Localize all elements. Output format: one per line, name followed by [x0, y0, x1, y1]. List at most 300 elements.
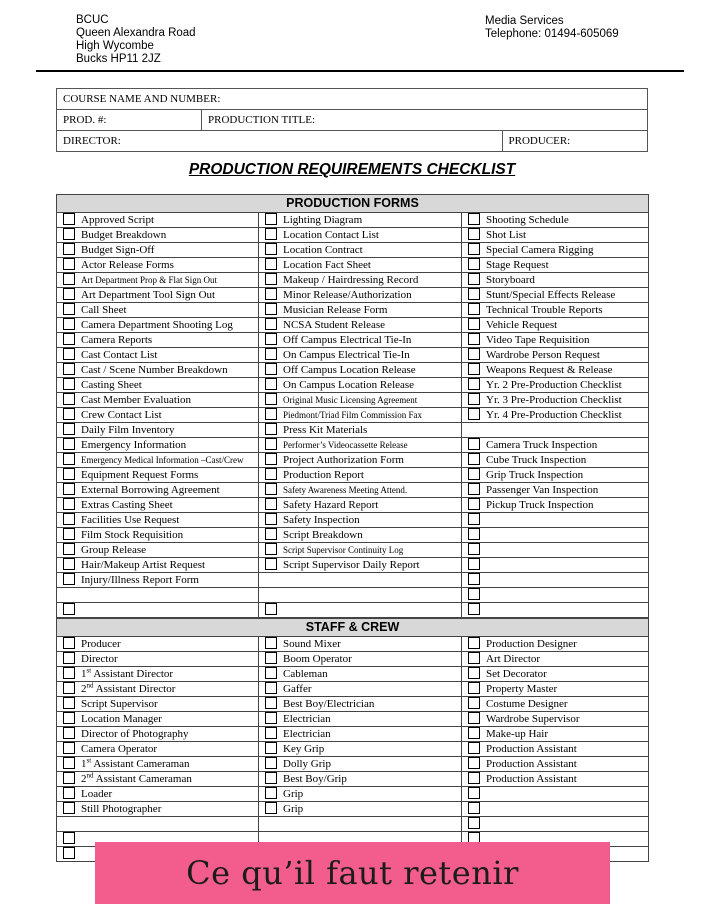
- checkbox[interactable]: [265, 712, 277, 724]
- checkbox[interactable]: [468, 772, 480, 784]
- checklist-cell: [57, 543, 259, 558]
- checklist-cell: [259, 558, 462, 573]
- checklist-cell: [462, 228, 649, 243]
- checklist-row: [57, 393, 649, 408]
- checklist-item-label: Best Boy/Electrician: [283, 698, 375, 710]
- checklist-cell: [259, 772, 462, 787]
- checklist-cell: [462, 243, 649, 258]
- checklist-cell: [57, 438, 259, 453]
- checklist-item-label: Stage Request: [486, 259, 549, 271]
- checkbox[interactable]: [468, 393, 480, 405]
- header-divider: [36, 70, 684, 72]
- checkbox[interactable]: [265, 528, 277, 540]
- course-field[interactable]: COURSE NAME AND NUMBER:: [57, 89, 648, 110]
- checklist-cell: [462, 652, 649, 667]
- checkbox[interactable]: [63, 273, 75, 285]
- checkbox[interactable]: [63, 318, 75, 330]
- checklist-cell: [57, 333, 259, 348]
- checklist-row: [57, 513, 649, 528]
- checkbox[interactable]: [63, 637, 75, 649]
- checklist-cell: [259, 787, 462, 802]
- checklist-row: [57, 588, 649, 603]
- checkbox[interactable]: [468, 333, 480, 345]
- checkbox[interactable]: [63, 483, 75, 495]
- checklist-cell: [259, 802, 462, 817]
- checklist-item-label: Stunt/Special Effects Release: [486, 289, 616, 301]
- organization-address: [76, 14, 196, 66]
- checklist-cell: [57, 453, 259, 468]
- checkbox[interactable]: [63, 558, 75, 570]
- checklist-item-label: Wardrobe Supervisor: [486, 713, 580, 725]
- checklist-cell: [259, 652, 462, 667]
- checklist-cell: [259, 393, 462, 408]
- checkbox[interactable]: [468, 637, 480, 649]
- checklist-item-label: Minor Release/Authorization: [283, 289, 412, 301]
- checkbox[interactable]: [468, 712, 480, 724]
- checkbox[interactable]: [63, 303, 75, 315]
- checklist-cell: [259, 483, 462, 498]
- checkbox[interactable]: [468, 543, 480, 555]
- checklist-item-label: Cast / Scene Number Breakdown: [81, 364, 228, 376]
- checkbox[interactable]: [265, 652, 277, 664]
- checkbox[interactable]: [468, 573, 480, 585]
- checklist-item-label: On Campus Electrical Tie-In: [283, 349, 410, 361]
- checklist-row: [57, 438, 649, 453]
- checkbox[interactable]: [63, 682, 75, 694]
- checkbox[interactable]: [63, 438, 75, 450]
- checklist-row: [57, 288, 649, 303]
- checklist-item-label: Art Director: [486, 653, 541, 665]
- checkbox[interactable]: [63, 667, 75, 679]
- checkbox[interactable]: [468, 727, 480, 739]
- checklist-item-label: External Borrowing Agreement: [81, 484, 220, 496]
- checkbox[interactable]: [468, 513, 480, 525]
- checklist-item-label: Key Grip: [283, 743, 325, 755]
- checklist-cell: [462, 483, 649, 498]
- checklist-cell: [57, 817, 259, 832]
- checklist-cell: [259, 363, 462, 378]
- checkbox[interactable]: [468, 558, 480, 570]
- checklist-cell: [57, 243, 259, 258]
- checklist-item-label: Pickup Truck Inspection: [486, 499, 594, 511]
- checkbox[interactable]: [265, 498, 277, 510]
- checklist-cell: [462, 423, 649, 438]
- checkbox[interactable]: [468, 498, 480, 510]
- checklist-cell: [57, 573, 259, 588]
- checkbox[interactable]: [265, 757, 277, 769]
- checklist-cell: [57, 483, 259, 498]
- checkbox[interactable]: [63, 393, 75, 405]
- checklist-item-label: Musician Release Form: [283, 304, 388, 316]
- checklist-cell: [462, 588, 649, 603]
- checklist-item-label: Best Boy/Grip: [283, 773, 347, 785]
- checklist-row: [57, 273, 649, 288]
- checkbox[interactable]: [265, 378, 277, 390]
- checklist-cell: [57, 652, 259, 667]
- checkbox[interactable]: [63, 258, 75, 270]
- checklist-cell: [57, 303, 259, 318]
- checkbox[interactable]: [468, 378, 480, 390]
- checkbox[interactable]: [468, 288, 480, 300]
- checklist-item-label: Call Sheet: [81, 304, 127, 316]
- checkbox[interactable]: [468, 348, 480, 360]
- checklist-row: [57, 348, 649, 363]
- checklist-cell: [57, 468, 259, 483]
- checklist-cell: [259, 697, 462, 712]
- checkbox[interactable]: [468, 742, 480, 754]
- checklist-cell: [57, 757, 259, 772]
- checklist-item-label: Original Music Licensing Agreement: [283, 395, 418, 405]
- checklist-cell: [259, 213, 462, 228]
- checklist-cell: [259, 288, 462, 303]
- checkbox[interactable]: [468, 682, 480, 694]
- checklist-item-label: Loader: [81, 788, 113, 800]
- checkbox[interactable]: [265, 802, 277, 814]
- checklist-cell: [462, 802, 649, 817]
- checklist-cell: [462, 273, 649, 288]
- checklist-cell: [259, 727, 462, 742]
- checklist-cell: [259, 817, 462, 832]
- checkbox[interactable]: [63, 228, 75, 240]
- checkbox[interactable]: [63, 787, 75, 799]
- checkbox[interactable]: [468, 408, 480, 420]
- checklist-item-label: Camera Department Shooting Log: [81, 319, 233, 331]
- checklist-cell: [259, 742, 462, 757]
- director-field[interactable]: DIRECTOR:: [57, 131, 503, 152]
- checkbox[interactable]: [63, 603, 75, 615]
- checkbox[interactable]: [468, 652, 480, 664]
- checklist-item-label: Passenger Van Inspection: [486, 484, 599, 496]
- checkbox[interactable]: [468, 468, 480, 480]
- checklist-cell: [259, 258, 462, 273]
- checklist-cell: [462, 682, 649, 697]
- checklist-item-label: Film Stock Requisition: [81, 529, 184, 541]
- checkbox[interactable]: [468, 817, 480, 829]
- checkbox[interactable]: [63, 772, 75, 784]
- checkbox[interactable]: [63, 348, 75, 360]
- checklist-item-label: Director: [81, 653, 118, 665]
- checklist-row: [57, 787, 649, 802]
- checkbox[interactable]: [468, 243, 480, 255]
- checklist-cell: [57, 802, 259, 817]
- checkbox[interactable]: [468, 273, 480, 285]
- checkbox[interactable]: [63, 742, 75, 754]
- checklist-item-label: Script Supervisor: [81, 698, 158, 710]
- checkbox[interactable]: [63, 652, 75, 664]
- checklist-item-label: Yr. 2 Pre-Production Checklist: [486, 379, 622, 391]
- checkbox[interactable]: [265, 637, 277, 649]
- checklist-cell: [259, 378, 462, 393]
- checkbox[interactable]: [468, 697, 480, 709]
- checkbox[interactable]: [63, 573, 75, 585]
- checklist-cell: [57, 558, 259, 573]
- checkbox[interactable]: [63, 408, 75, 420]
- checkbox[interactable]: [265, 697, 277, 709]
- checkbox[interactable]: [63, 847, 75, 859]
- checkbox[interactable]: [468, 318, 480, 330]
- checklist-item-label: Emergency Medical Information –Cast/Crew: [81, 455, 244, 465]
- checkbox[interactable]: [63, 468, 75, 480]
- checklist-row: [57, 228, 649, 243]
- checklist-cell: [462, 468, 649, 483]
- checklist-item-label: Make-up Hair: [486, 728, 549, 740]
- checklist-cell: [259, 423, 462, 438]
- checklist-item-label: Equipment Request Forms: [81, 469, 199, 481]
- checklist-cell: [462, 637, 649, 652]
- checkbox[interactable]: [63, 832, 75, 844]
- checkbox[interactable]: [265, 787, 277, 799]
- checklist-item-label: Gaffer: [283, 683, 312, 695]
- checkbox[interactable]: [468, 528, 480, 540]
- checklist-cell: [259, 408, 462, 423]
- checkbox[interactable]: [265, 273, 277, 285]
- checkbox[interactable]: [265, 513, 277, 525]
- checklist-cell: [462, 603, 649, 618]
- checkbox[interactable]: [468, 453, 480, 465]
- checklist-cell: [462, 513, 649, 528]
- checkbox[interactable]: [468, 787, 480, 799]
- department-phone: Telephone: 01494-605069: [485, 28, 619, 40]
- checkbox[interactable]: [265, 468, 277, 480]
- checklist-cell: [57, 667, 259, 682]
- checklist-item-label: Script Supervisor Daily Report: [283, 559, 420, 571]
- production-forms-checklist: [56, 194, 649, 618]
- checklist-cell: [259, 348, 462, 363]
- checkbox[interactable]: [265, 213, 277, 225]
- checklist-item-label: Special Camera Rigging: [486, 244, 594, 256]
- checklist-item-label: Camera Truck Inspection: [486, 439, 598, 451]
- checklist-cell: [57, 682, 259, 697]
- checklist-item-label: Set Decorator: [486, 668, 547, 680]
- checklist-row: [57, 682, 649, 697]
- checklist-item-label: Location Fact Sheet: [283, 259, 371, 271]
- checklist-item-label: Emergency Information: [81, 439, 187, 451]
- checklist-cell: [57, 528, 259, 543]
- page-title: PRODUCTION REQUIREMENTS CHECKLIST: [188, 161, 516, 178]
- checklist-row: [57, 667, 649, 682]
- checkbox[interactable]: [63, 543, 75, 555]
- checklist-cell: [462, 772, 649, 787]
- checklist-row: [57, 558, 649, 573]
- checklist-cell: [462, 712, 649, 727]
- checklist-cell: [462, 573, 649, 588]
- checklist-cell: [462, 742, 649, 757]
- checkbox[interactable]: [63, 378, 75, 390]
- checklist-item-label: Property Master: [486, 683, 558, 695]
- checklist-cell: [57, 348, 259, 363]
- checkbox[interactable]: [265, 667, 277, 679]
- checklist-row: [57, 453, 649, 468]
- checklist-row: [57, 363, 649, 378]
- checkbox[interactable]: [265, 318, 277, 330]
- checkbox[interactable]: [63, 697, 75, 709]
- checklist-row: [57, 423, 649, 438]
- checkbox[interactable]: [63, 712, 75, 724]
- checklist-item-label: Performer’s Videocassette Release: [283, 440, 408, 450]
- checkbox[interactable]: [265, 348, 277, 360]
- checkbox[interactable]: [265, 742, 277, 754]
- checkbox[interactable]: [468, 588, 480, 600]
- checklist-cell: [462, 318, 649, 333]
- checkbox[interactable]: [468, 303, 480, 315]
- checklist-cell: [462, 333, 649, 348]
- checklist-cell: [57, 273, 259, 288]
- checkbox[interactable]: [265, 333, 277, 345]
- checkbox[interactable]: [468, 213, 480, 225]
- checklist-cell: [259, 498, 462, 513]
- checkbox[interactable]: [265, 363, 277, 375]
- checkbox[interactable]: [63, 453, 75, 465]
- checkbox[interactable]: [63, 288, 75, 300]
- checklist-item-label: Shooting Schedule: [486, 214, 569, 226]
- checkbox[interactable]: [63, 528, 75, 540]
- checklist-cell: [259, 243, 462, 258]
- checklist-item-label: Electrician: [283, 713, 331, 725]
- checklist-item-label: Yr. 3 Pre-Production Checklist: [486, 394, 622, 406]
- checklist-item-label: Yr. 4 Pre-Production Checklist: [486, 409, 622, 421]
- checklist-item-label: 1st Assistant Director: [81, 666, 174, 680]
- checkbox[interactable]: [468, 483, 480, 495]
- checkbox[interactable]: [468, 228, 480, 240]
- checklist-row: [57, 603, 649, 618]
- checkbox[interactable]: [468, 258, 480, 270]
- checklist-item-label: Casting Sheet: [81, 379, 142, 391]
- checkbox[interactable]: [265, 558, 277, 570]
- checkbox[interactable]: [265, 303, 277, 315]
- checklist-cell: [462, 697, 649, 712]
- checklist-item-label: Piedmont/Triad Film Commission Fax: [283, 410, 422, 420]
- checklist-cell: [259, 513, 462, 528]
- checklist-cell: [462, 558, 649, 573]
- checkbox[interactable]: [63, 757, 75, 769]
- checklist-item-label: Location Manager: [81, 713, 162, 725]
- checkbox[interactable]: [468, 603, 480, 615]
- checkbox[interactable]: [468, 438, 480, 450]
- checklist-item-label: Production Report: [283, 469, 364, 481]
- checklist-item-label: Cast Contact List: [81, 349, 158, 361]
- checklist-item-label: 2nd Assistant Director: [81, 681, 176, 695]
- checklist-row: [57, 543, 649, 558]
- checkbox[interactable]: [265, 727, 277, 739]
- checkbox[interactable]: [63, 727, 75, 739]
- checklist-cell: [462, 727, 649, 742]
- checklist-cell: [462, 543, 649, 558]
- checklist-cell: [462, 363, 649, 378]
- checklist-cell: [57, 393, 259, 408]
- checklist-row: [57, 303, 649, 318]
- checkbox[interactable]: [265, 438, 277, 450]
- checklist-row: [57, 817, 649, 832]
- checklist-cell: [57, 408, 259, 423]
- checkbox[interactable]: [265, 243, 277, 255]
- checklist-cell: [462, 787, 649, 802]
- checklist-cell: [462, 408, 649, 423]
- checklist-cell: [462, 348, 649, 363]
- checklist-cell: [462, 817, 649, 832]
- checklist-cell: [57, 637, 259, 652]
- producer-field[interactable]: PRODUCER:: [502, 131, 648, 152]
- checklist-row: [57, 213, 649, 228]
- checkbox[interactable]: [265, 603, 277, 615]
- checkbox[interactable]: [265, 288, 277, 300]
- checkbox[interactable]: [265, 258, 277, 270]
- checklist-item-label: Producer: [81, 638, 121, 650]
- checklist-item-label: Off Campus Electrical Tie-In: [283, 334, 412, 346]
- checklist-cell: [259, 528, 462, 543]
- checklist-item-label: Dolly Grip: [283, 758, 331, 770]
- checkbox[interactable]: [468, 667, 480, 679]
- checkbox[interactable]: [265, 423, 277, 435]
- checkbox[interactable]: [265, 543, 277, 555]
- checkbox[interactable]: [63, 513, 75, 525]
- checklist-cell: [57, 378, 259, 393]
- checklist-cell: [57, 498, 259, 513]
- checkbox[interactable]: [265, 682, 277, 694]
- checklist-cell: [259, 273, 462, 288]
- checklist-item-label: Technical Trouble Reports: [486, 304, 603, 316]
- checkbox[interactable]: [63, 213, 75, 225]
- checklist-item-label: Safety Inspection: [283, 514, 360, 526]
- checkbox[interactable]: [63, 802, 75, 814]
- prod-number-field[interactable]: PROD. #:: [57, 110, 202, 131]
- checklist-row: [57, 468, 649, 483]
- checklist-cell: [462, 453, 649, 468]
- checkbox[interactable]: [265, 453, 277, 465]
- checklist-cell: [259, 682, 462, 697]
- checkbox[interactable]: [468, 363, 480, 375]
- checkbox[interactable]: [63, 363, 75, 375]
- checklist-row: [57, 498, 649, 513]
- checkbox[interactable]: [63, 333, 75, 345]
- checklist-item-label: 2nd Assistant Cameraman: [81, 771, 192, 785]
- checklist-item-label: Lighting Diagram: [283, 214, 363, 226]
- checkbox[interactable]: [63, 498, 75, 510]
- checklist-item-label: Cast Member Evaluation: [81, 394, 191, 406]
- checklist-item-label: Group Release: [81, 544, 147, 556]
- checklist-item-label: Cableman: [283, 668, 328, 680]
- checklist-cell: [462, 757, 649, 772]
- checklist-item-label: Grip Truck Inspection: [486, 469, 584, 481]
- checklist-cell: [462, 378, 649, 393]
- checklist-cell: [462, 258, 649, 273]
- checklist-item-label: Still Photographer: [81, 803, 162, 815]
- checklist-cell: [57, 588, 259, 603]
- checklist-cell: [259, 333, 462, 348]
- checklist-cell: [259, 438, 462, 453]
- checklist-item-label: Grip: [283, 788, 304, 800]
- checkbox[interactable]: [265, 483, 277, 495]
- checklist-row: [57, 528, 649, 543]
- checklist-row: [57, 742, 649, 757]
- checkbox[interactable]: [265, 408, 277, 420]
- production-title-field[interactable]: PRODUCTION TITLE:: [202, 110, 648, 131]
- checklist-item-label: Safety Awareness Meeting Attend.: [283, 485, 408, 495]
- checklist-cell: [259, 543, 462, 558]
- checklist-row: [57, 802, 649, 817]
- checkbox[interactable]: [265, 393, 277, 405]
- org-line: BCUC: [76, 14, 109, 26]
- checkbox[interactable]: [265, 228, 277, 240]
- checkbox[interactable]: [63, 243, 75, 255]
- checkbox[interactable]: [468, 802, 480, 814]
- checklist-item-label: Location Contract: [283, 244, 363, 256]
- checkbox[interactable]: [265, 772, 277, 784]
- checkbox[interactable]: [468, 757, 480, 769]
- checklist-cell: [57, 228, 259, 243]
- checklist-item-label: Boom Operator: [283, 653, 352, 665]
- checklist-cell: [57, 513, 259, 528]
- checkbox[interactable]: [63, 423, 75, 435]
